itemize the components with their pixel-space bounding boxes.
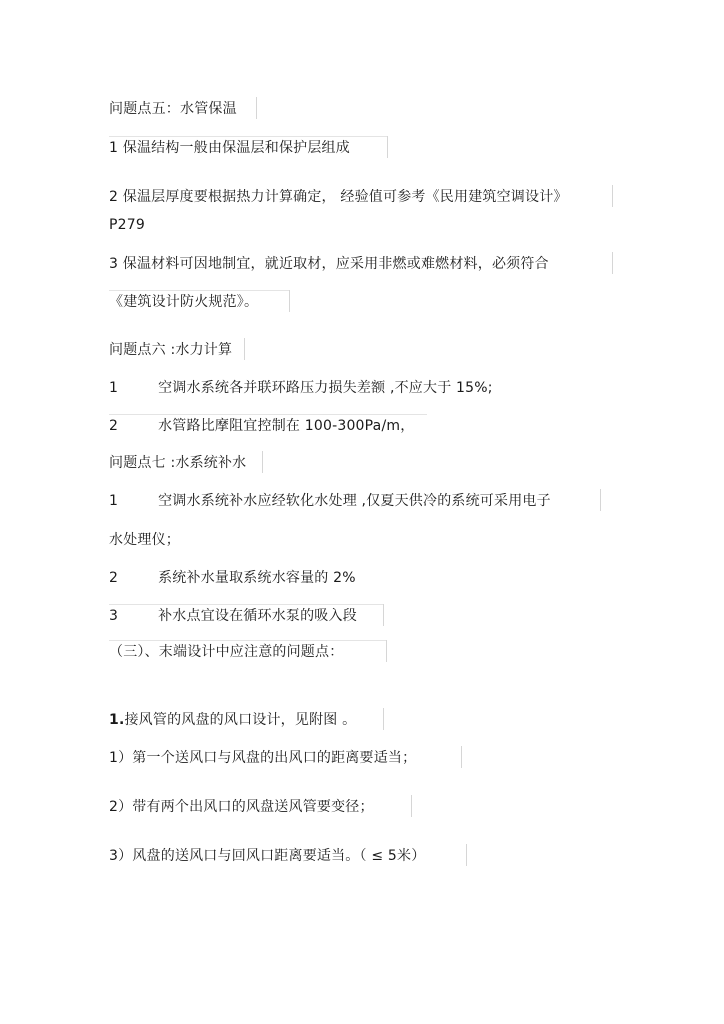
end-item-1-sub-2: 2）带有两个出风口的风盘送风管要变径； (109, 799, 374, 815)
section-5-item-3: 3 保温材料可因地制宜，就近取材，应采用非燃或难燃材料，必须符合 (109, 256, 549, 272)
line-marker (109, 290, 289, 291)
line-marker (612, 185, 613, 207)
item-number: 2 (109, 570, 119, 586)
section-3-heading: （三）、末端设计中应注意的问题点： (109, 644, 344, 660)
item-number: 2 (109, 418, 119, 434)
line-marker (109, 604, 383, 605)
line-marker (109, 136, 387, 137)
line-marker (289, 290, 290, 312)
section-7-item-3 (109, 607, 357, 625)
section-7-title: 问题点七 :水系统补水 (109, 455, 247, 471)
item-text: 接风管的风盘的风口设计，见附图 。 (124, 712, 357, 728)
item-text: 水管路比摩阻宜控制在 100-300Pa/m， (158, 418, 415, 434)
section-5-item-3-cont: 《建筑设计防火规范》。 (109, 294, 259, 310)
section-5-title: 问题点五：水管保温 (109, 101, 237, 117)
line-marker (411, 795, 412, 817)
section-6-title: 问题点六 :水力计算 (109, 342, 233, 358)
end-item-1-sub-1: 1）第一个送风口与风盘的出风口的距离要适当； (109, 750, 417, 766)
line-marker (461, 746, 462, 768)
item-number: 1. (109, 712, 125, 728)
line-marker (600, 489, 601, 511)
line-marker (109, 414, 427, 415)
line-marker (386, 640, 387, 662)
item-text: 系统补水量取系统水容量的 2% (158, 570, 356, 586)
section-7-item-2 (109, 569, 356, 587)
line-marker (383, 708, 384, 730)
section-7-item-1-cont: 水处理仪； (109, 532, 180, 548)
line-marker (466, 844, 467, 866)
line-marker (256, 97, 257, 119)
line-marker (244, 338, 245, 360)
item-number: 1 (109, 380, 119, 396)
section-6-item-1 (109, 379, 493, 397)
item-text: 空调水系统各并联环路压力损失差额 ,不应大于 15%; (158, 380, 493, 396)
item-text: 空调水系统补水应经软化水处理 ,仅夏天供冷的系统可采用电子 (158, 493, 551, 509)
item-number: 1 (109, 493, 119, 509)
end-item-1-sub-3: 3）风盘的送风口与回风口距离要适当。（ ≤ 5米） (109, 848, 426, 864)
section-5-item-1: 1 保温结构一般由保温层和保护层组成 (109, 140, 350, 156)
line-marker (262, 451, 263, 473)
line-marker (612, 252, 613, 274)
section-5-item-2: 2 保温层厚度要根据热力计算确定， 经验值可参考《民用建筑空调设计》 (109, 189, 568, 205)
line-marker (383, 604, 384, 626)
section-5-item-2-cont: P279 (109, 217, 145, 233)
end-item-1 (109, 711, 356, 729)
line-marker (109, 640, 386, 641)
section-7-item-1 (109, 492, 551, 510)
item-number: 3 (109, 608, 119, 624)
line-marker (387, 136, 388, 158)
item-text: 补水点宜设在循环水泵的吸入段 (158, 608, 357, 624)
section-6-item-2 (109, 417, 414, 435)
